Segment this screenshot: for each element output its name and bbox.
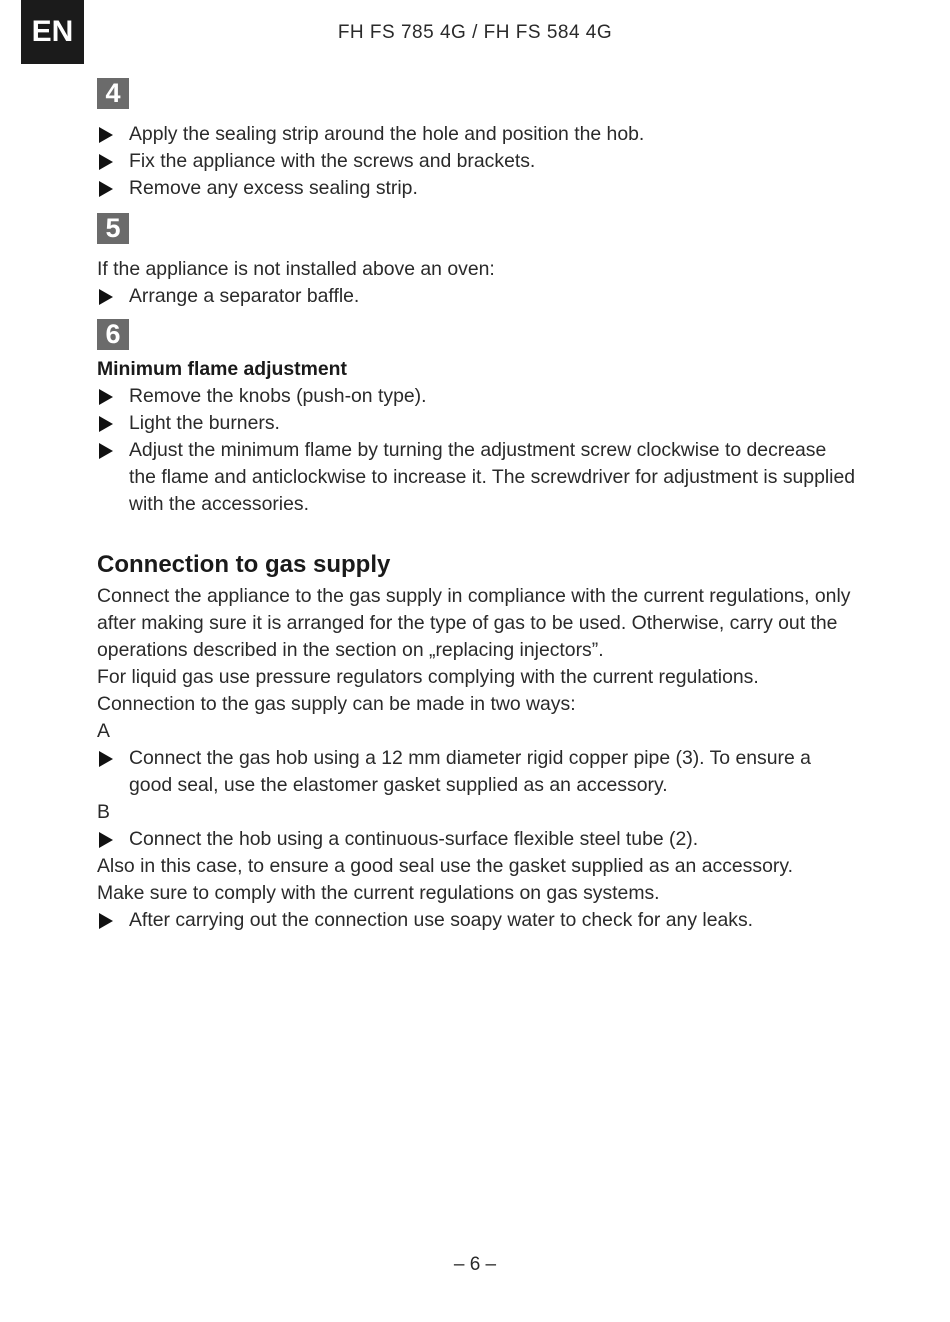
gas-paragraph-4: Also in this case, to ensure a good seal use the gasket supplied as an accessory. bbox=[97, 855, 793, 877]
step-4-list bbox=[97, 121, 857, 202]
step-5-intro: If the appliance is not installed above an oven: bbox=[97, 258, 495, 280]
option-a-label: A bbox=[97, 720, 110, 742]
arrow-bullet-icon bbox=[99, 181, 113, 197]
arrow-bullet-icon bbox=[99, 127, 113, 143]
arrow-bullet-icon bbox=[99, 443, 113, 459]
list-item: After carrying out the connection use soapy water to check for any leaks. bbox=[97, 907, 857, 934]
list-item: Arrange a separator baffle. bbox=[97, 283, 857, 310]
arrow-bullet-icon bbox=[99, 751, 113, 767]
gas-paragraph-3: Connection to the gas supply can be made in two ways: bbox=[97, 693, 576, 715]
step-5-badge: 5 bbox=[97, 213, 129, 244]
gas-paragraph-5: Make sure to comply with the current regulations on gas systems. bbox=[97, 882, 660, 904]
language-tab: EN bbox=[21, 0, 84, 64]
step-4-badge: 4 bbox=[97, 78, 129, 109]
list-item: Remove the knobs (push-on type). bbox=[97, 383, 857, 410]
option-b-list bbox=[97, 826, 857, 853]
step-6-list bbox=[97, 383, 857, 518]
arrow-bullet-icon bbox=[99, 389, 113, 405]
list-item: Fix the appliance with the screws and brackets. bbox=[97, 148, 857, 175]
gas-paragraph-1: Connect the appliance to the gas supply in compliance with the current regulations, only after making sure it is arranged for the type of gas to be used. Otherwise, carry out the operations described in the section on „replacing injectors”. bbox=[97, 585, 851, 661]
arrow-bullet-icon bbox=[99, 832, 113, 848]
final-list bbox=[97, 907, 857, 934]
page-content bbox=[97, 78, 857, 934]
step-5-list bbox=[97, 283, 857, 310]
list-item: Remove any excess sealing strip. bbox=[97, 175, 857, 202]
list-item: Adjust the minimum flame by turning the adjustment screw clockwise to decrease the flame and anticlockwise to increase it. The screwdriver for adjustment is supplied with the accessories. bbox=[97, 437, 857, 518]
list-item: Connect the hob using a continuous-surface flexible steel tube (2). bbox=[97, 826, 857, 853]
list-item: Apply the sealing strip around the hole and position the hob. bbox=[97, 121, 857, 148]
step-6-subhead: Minimum flame adjustment bbox=[97, 358, 347, 380]
list-item: Light the burners. bbox=[97, 410, 857, 437]
model-header: FH FS 785 4G / FH FS 584 4G bbox=[337, 22, 613, 43]
arrow-bullet-icon bbox=[99, 913, 113, 929]
option-b-label: B bbox=[97, 801, 110, 823]
list-item: Connect the gas hob using a 12 mm diameter rigid copper pipe (3). To ensure a good seal, use the elastomer gasket supplied as an accessory. bbox=[97, 745, 857, 799]
option-a-list bbox=[97, 745, 857, 799]
section-title: Connection to gas supply bbox=[97, 551, 391, 578]
arrow-bullet-icon bbox=[99, 416, 113, 432]
step-6-badge: 6 bbox=[97, 319, 129, 350]
gas-paragraph-2: For liquid gas use pressure regulators complying with the current regulations. bbox=[97, 666, 759, 688]
arrow-bullet-icon bbox=[99, 154, 113, 170]
page-number: – 6 – bbox=[453, 1254, 497, 1275]
arrow-bullet-icon bbox=[99, 289, 113, 305]
